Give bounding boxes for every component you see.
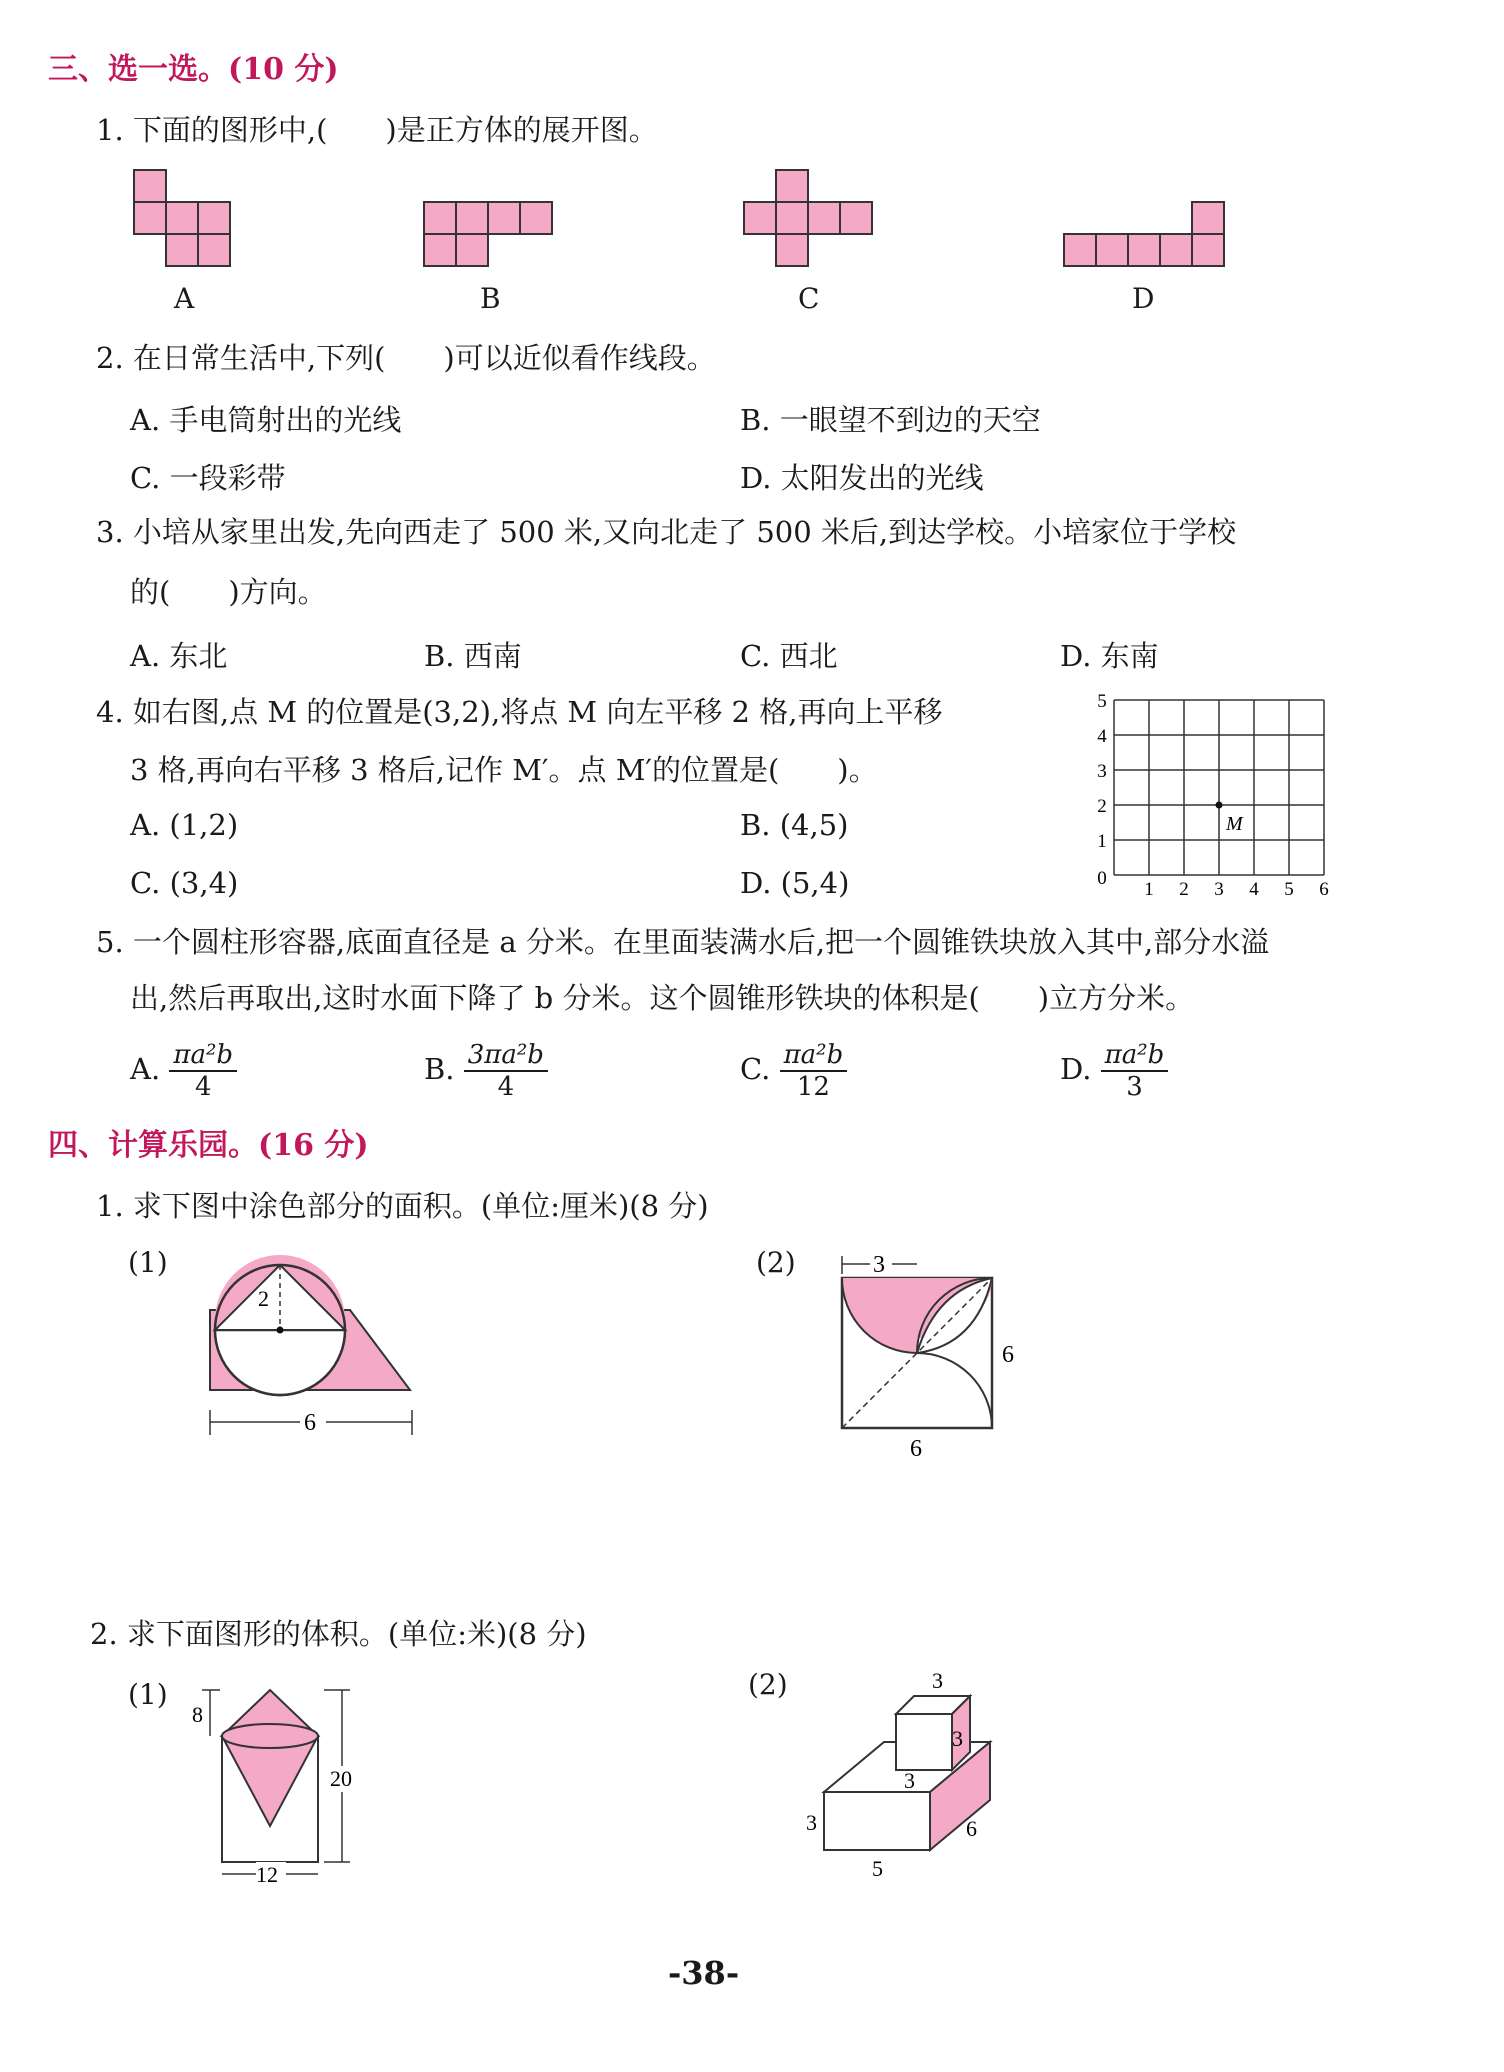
q4-stem-line1: 4. 如右图,点 M 的位置是(3,2),将点 M 向左平移 2 格,再向上平移	[96, 695, 943, 729]
calc1-part2-top: 3	[873, 1252, 885, 1278]
q5-option-d	[1060, 1040, 1168, 1102]
calc1-part1-figure	[200, 1250, 430, 1440]
net-label-b: B	[480, 282, 501, 315]
calc2-part1-h2: 20	[330, 1766, 352, 1791]
calc1-part1-radius: 2	[258, 1286, 269, 1311]
q5-option-b-numerator: 3πa²b	[464, 1040, 548, 1072]
x-tick-0: 0	[1097, 868, 1107, 889]
q5-option-c-letter: C.	[740, 1052, 771, 1086]
q2-stem: 2. 在日常生活中,下列( )可以近似看作线段。	[96, 341, 716, 375]
calc2-part2-d: 3	[806, 1810, 817, 1835]
x-tick-5: 5	[1284, 879, 1294, 900]
calc2-part2-a: 3	[932, 1668, 943, 1693]
q5-option-d-fraction	[1101, 1040, 1169, 1102]
y-tick-5: 5	[1097, 691, 1107, 712]
q5-option-a-denominator: 4	[194, 1072, 212, 1102]
q5-option-a-numerator: πa²b	[169, 1040, 237, 1072]
q5-option-d-denominator: 3	[1126, 1072, 1143, 1102]
calc1-part2-side: 6	[1002, 1342, 1014, 1368]
calc1-part2-figure	[836, 1250, 1066, 1460]
calc2-stem: 2. 求下面图形的体积。(单位:米)(8 分)	[90, 1617, 587, 1651]
calc1-part1-label: (1)	[128, 1246, 168, 1279]
q3-stem-line1: 3. 小培从家里出发,先向西走了 500 米,又向北走了 500 米后,到达学校。小培家位于学校	[96, 515, 1237, 549]
section-three-title: 三、选一选。(10 分)	[48, 52, 339, 87]
calc2-part2-b: 3	[952, 1726, 963, 1751]
calc2-part1-figure	[190, 1676, 390, 1887]
section-four-title: 四、计算乐园。(16 分)	[48, 1128, 369, 1163]
q2-option-a: A. 手电筒射出的光线	[130, 403, 402, 437]
q5-option-a-fraction	[169, 1040, 237, 1102]
x-tick-3: 3	[1214, 879, 1224, 900]
q2-option-c: C. 一段彩带	[130, 461, 286, 495]
q5-option-b-denominator: 4	[497, 1072, 515, 1102]
calc2-part1-w: 12	[256, 1862, 278, 1887]
point-m	[1216, 802, 1223, 809]
x-tick-4: 4	[1249, 879, 1259, 900]
q5-stem-line2: 出,然后再取出,这时水面下降了 b 分米。这个圆锥形铁块的体积是( )立方分米。	[130, 981, 1195, 1015]
q1-stem: 1. 下面的图形中,( )是正方体的展开图。	[96, 113, 658, 147]
q1-nets-figure	[0, 160, 1504, 300]
q5-option-b-fraction	[464, 1040, 548, 1102]
q5-option-b	[424, 1040, 548, 1102]
calc2-part2-label: (2)	[748, 1668, 788, 1701]
q5-option-a	[130, 1040, 237, 1102]
x-tick-1: 1	[1144, 879, 1154, 900]
calc2-part1-label: (1)	[128, 1678, 168, 1711]
calc2-part2-e: 6	[966, 1816, 977, 1841]
calc2-part1-h1: 8	[192, 1702, 203, 1727]
q5-stem-line1: 5. 一个圆柱形容器,底面直径是 a 分米。在里面装满水后,把一个圆锥铁块放入其中,部分水溢	[96, 925, 1270, 959]
q5-option-d-numerator: πa²b	[1101, 1040, 1169, 1072]
q3-option-b: B. 西南	[424, 639, 522, 673]
calc2-part2-c: 3	[904, 1768, 915, 1793]
x-tick-2: 2	[1179, 879, 1189, 900]
y-tick-2: 2	[1097, 796, 1107, 817]
y-tick-4: 4	[1097, 726, 1107, 747]
q2-option-d: D. 太阳发出的光线	[740, 461, 984, 495]
page-number: -38-	[668, 1954, 740, 1992]
q3-stem-line2: 的( )方向。	[130, 575, 327, 609]
q3-option-d: D. 东南	[1060, 639, 1159, 673]
calc1-part2-label: (2)	[756, 1246, 796, 1279]
y-tick-3: 3	[1097, 761, 1107, 782]
calc1-part2-bottom: 6	[910, 1436, 922, 1462]
q3-option-a: A. 东北	[130, 639, 228, 673]
q4-option-c: C. (3,4)	[130, 866, 239, 900]
q5-option-c-fraction	[780, 1040, 848, 1102]
q4-option-b: B. (4,5)	[740, 808, 849, 842]
q5-option-d-letter: D.	[1060, 1052, 1092, 1086]
q3-option-c: C. 西北	[740, 639, 838, 673]
q4-option-d: D. (5,4)	[740, 866, 850, 900]
q5-option-c-numerator: πa²b	[780, 1040, 848, 1072]
q4-option-a: A. (1,2)	[130, 808, 239, 842]
q5-option-c-denominator: 12	[796, 1072, 830, 1102]
coordinate-grid	[1090, 690, 1329, 900]
net-label-a: A	[174, 282, 195, 315]
calc1-stem: 1. 求下图中涂色部分的面积。(单位:厘米)(8 分)	[96, 1189, 709, 1223]
x-tick-6: 6	[1319, 879, 1329, 900]
y-tick-1: 1	[1097, 831, 1107, 852]
q5-option-b-letter: B.	[424, 1052, 455, 1086]
net-label-d: D	[1132, 282, 1155, 315]
calc1-part1-base: 6	[304, 1410, 316, 1436]
calc2-part2-figure	[800, 1664, 1030, 1884]
q4-stem-line2: 3 格,再向右平移 3 格后,记作 M′。点 M′的位置是( )。	[130, 753, 878, 787]
point-m-label: M	[1226, 813, 1243, 835]
net-label-c: C	[798, 282, 820, 315]
q5-option-c	[740, 1040, 847, 1102]
q2-option-b: B. 一眼望不到边的天空	[740, 403, 1041, 437]
calc2-part2-f: 5	[872, 1856, 883, 1881]
q5-option-a-letter: A.	[130, 1052, 161, 1086]
